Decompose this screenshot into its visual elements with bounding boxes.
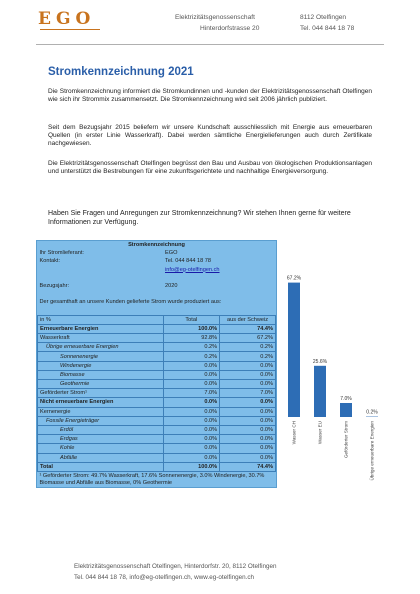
bar-value-label: 7.0% [340, 396, 352, 402]
row-total: 0.0% [163, 407, 220, 416]
row-label: Nicht erneuerbare Energien [38, 398, 164, 407]
row-label: Abfälle [38, 453, 164, 462]
header-divider [36, 44, 384, 45]
table-row [38, 334, 276, 343]
table-row [38, 453, 276, 462]
row-label: Geothermie [38, 380, 164, 389]
contact-email-link[interactable]: info@eg-otelfingen.ch [165, 266, 220, 273]
header-street: Hinterdorfstrasse 20 [200, 25, 260, 32]
support-paragraph: Die Elektrizitätsgenossenschaft Otelfingen begrüsst den Bau und Ausbau von ökologischen Produktionsanlagen und unterstützt die Bestrebungen für eine zukunftsgerichtete und nachhaltige Energieversorgung. [48, 160, 372, 176]
row-swiss: 0.0% [220, 453, 276, 462]
header-company: Elektrizitätsgenossenschaft [175, 14, 255, 21]
row-total: 0.0% [163, 425, 220, 434]
bar-2 [340, 403, 352, 417]
header-city: 8112 Otelfingen [300, 14, 347, 21]
row-total: 0.0% [163, 453, 220, 462]
energy-mix-bar-chart [280, 262, 390, 508]
row-swiss: 0.2% [220, 352, 276, 361]
table-row [38, 435, 276, 444]
row-swiss: 0.0% [220, 435, 276, 444]
row-label: Übrige erneuerbare Energien [38, 343, 164, 352]
bar-value-label: 0.2% [366, 409, 378, 416]
row-swiss: 67.2% [220, 334, 276, 343]
row-total: 0.0% [163, 370, 220, 379]
supplier-label: Ihr Stromlieferant: [39, 250, 84, 257]
category-tick-label: Übrige erneuerbare Energien [369, 421, 375, 481]
row-total: 100.0% [163, 324, 220, 333]
footer-address: Elektrizitätsgenossenschaft Otelfingen, Hinterdorfstr. 20, 8112 Otelfingen [74, 563, 277, 570]
table-row [38, 352, 276, 361]
row-swiss: 0.0% [220, 425, 276, 434]
contact-paragraph: Haben Sie Fragen und Anregungen zur Stromkennzeichnung? Wir stehen Ihnen gerne für weitere Informationen zur Verfügung. [48, 210, 351, 226]
row-total: 0.0% [163, 380, 220, 389]
row-total: 0.2% [163, 343, 220, 352]
year-value: 2020 [165, 283, 178, 290]
table-row [38, 425, 276, 434]
row-total: 0.0% [163, 398, 220, 407]
table-row [38, 370, 276, 379]
company-logo: EGO [38, 9, 96, 29]
contact-label: Kontakt: [39, 258, 61, 265]
intro-paragraph: Die Stromkennzeichnung informiert die Stromkundinnen und -kunden der Elektrizitätsgenossenschaft Otelfingen wie sich ihr Strommix zusammensetzt. Die Stromkennzeichnung wird seit 2006 jährlich publiziert. [48, 88, 372, 104]
table-heading: Stromkennzeichnung [128, 242, 185, 249]
row-label: Kernenergie [38, 407, 164, 416]
category-tick-label: Wasser CH [291, 421, 297, 445]
year-label: Bezugsjahr: [39, 283, 70, 290]
row-label: Erneuerbare Energien [38, 324, 164, 333]
column-header-swiss: aus der Schweiz [220, 315, 276, 324]
table-footnote: ¹ Geförderter Strom: 49.7% Wasserkraft, 17.6% Sonnenenergie, 3.0% Windenergie, 30.7% Biomasse und Abfälle aus Biomasse, 0% Geothermie [39, 472, 265, 486]
header-phone: Tel. 044 844 18 78 [300, 25, 355, 32]
column-header-label: in % [38, 315, 164, 324]
row-total: 0.0% [163, 444, 220, 453]
contact-phone: Tel. 044 844 18 78 [165, 258, 212, 265]
table-row [38, 324, 276, 333]
row-swiss: 0.0% [220, 416, 276, 425]
row-swiss: 74.4% [220, 462, 276, 471]
electricity-label-table [36, 240, 277, 488]
table-row [38, 380, 276, 389]
row-swiss: 0.0% [220, 370, 276, 379]
table-row [38, 398, 276, 407]
row-swiss: 0.0% [220, 398, 276, 407]
row-label: Kohle [38, 444, 164, 453]
row-label: Sonnenenergie [38, 352, 164, 361]
bar-value-label: 25.6% [312, 358, 328, 365]
row-label: Windenergie [38, 361, 164, 370]
table-intro: Der gesamthaft an unsere Kunden gelieferte Strom wurde produziert aus: [39, 299, 222, 306]
table-row [38, 462, 276, 471]
row-swiss: 74.4% [220, 324, 276, 333]
column-header-total: Total [163, 315, 220, 324]
bar-1 [314, 366, 326, 417]
row-label: Fossile Energieträger [38, 416, 164, 425]
page-title: Stromkennzeichnung 2021 [48, 66, 194, 78]
bar-0 [288, 283, 300, 417]
row-swiss: 0.2% [220, 343, 276, 352]
row-swiss: 0.0% [220, 407, 276, 416]
logo-underline [40, 29, 100, 30]
row-swiss: 7.0% [220, 389, 276, 398]
row-total: 100.0% [163, 462, 220, 471]
table-row [38, 389, 276, 398]
table-row [38, 416, 276, 425]
table-row [38, 361, 276, 370]
category-tick-label: Wasser EU [317, 421, 323, 445]
row-label: Erdöl [38, 425, 164, 434]
row-total: 0.0% [163, 361, 220, 370]
table-row [38, 343, 276, 352]
table-row [38, 444, 276, 453]
supplier-value: EGO [165, 250, 178, 257]
row-total: 7.0% [163, 389, 220, 398]
row-total: 92.8% [163, 334, 220, 343]
row-label: Wasserkraft [38, 334, 164, 343]
row-label: Biomasse [38, 370, 164, 379]
footer-contact: Tel. 044 844 18 78, info@eg-otelfingen.ch, www.eg-otelfingen.ch [74, 574, 255, 581]
supply-paragraph: Seit dem Bezugsjahr 2015 beliefern wir unsere Kundschaft ausschliesslich mit Energie aus erneuerbaren Quellen (in erster Linie Wasserkraft). Dabei werden sämtliche Energielieferungen auch durch Zertifikate nachgewiesen. [48, 124, 372, 148]
category-tick-label: Geförderter Strom [343, 421, 349, 459]
row-label: Erdgas [38, 435, 164, 444]
row-swiss: 0.0% [220, 361, 276, 370]
row-label: Geförderter Strom¹ [38, 389, 164, 398]
bar-value-label: 67.2% [286, 275, 302, 282]
row-total: 0.2% [163, 352, 220, 361]
row-swiss: 0.0% [220, 444, 276, 453]
row-swiss: 0.0% [220, 380, 276, 389]
row-total: 0.0% [163, 416, 220, 425]
row-total: 0.0% [163, 435, 220, 444]
table-row [38, 407, 276, 416]
row-label: Total [38, 462, 164, 471]
